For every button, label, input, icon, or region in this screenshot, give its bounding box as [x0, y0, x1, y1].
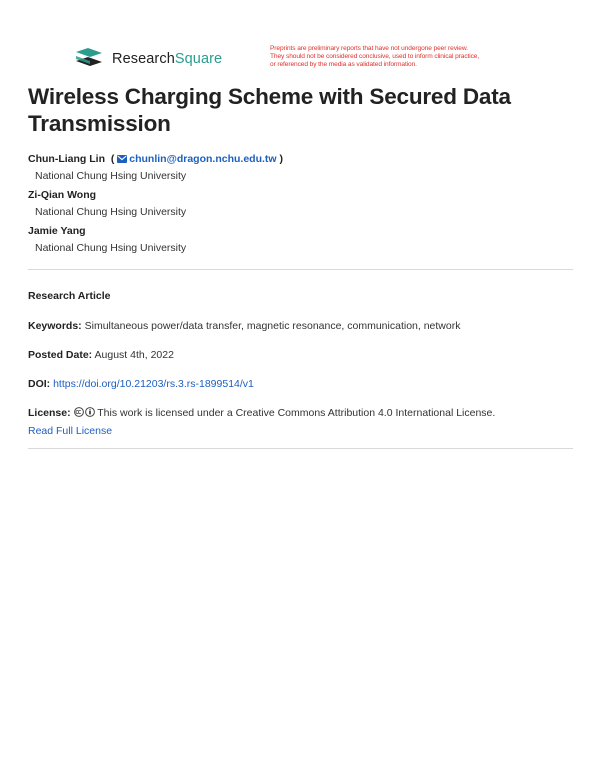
author-entry	[28, 153, 573, 183]
keywords-label: Keywords:	[28, 320, 82, 332]
email-open-paren: (	[107, 153, 118, 165]
license-link-line	[28, 425, 573, 438]
author-email-link[interactable]: chunlin@dragon.nchu.edu.tw	[129, 153, 277, 165]
article-type-label: Research Article	[28, 290, 111, 302]
keywords-value: Simultaneous power/data transfer, magnetic resonance, communication, network	[84, 320, 461, 332]
doi-link[interactable]: https://doi.org/10.21203/rs.3.rs-1899514/v1	[53, 378, 254, 390]
read-full-license-link[interactable]: Read Full License	[28, 425, 113, 437]
doi-line	[28, 378, 573, 391]
license-label: License:	[28, 407, 71, 419]
license-line	[28, 407, 573, 420]
logo-word-research: Research	[112, 50, 175, 67]
license-text: This work is licensed under a Creative Commons Attribution 4.0 International License.	[97, 407, 496, 419]
author-affiliation: National Chung Hsing University	[35, 206, 187, 218]
disclaimer-line: or referenced by the media as validated information.	[270, 61, 417, 68]
article-type	[28, 290, 573, 303]
author-name: Zi-Qian Wong	[28, 189, 97, 201]
posted-date-value: August 4th, 2022	[94, 349, 174, 361]
section-divider	[28, 269, 573, 270]
posted-date-label: Posted Date:	[28, 349, 93, 361]
attribution-icon	[85, 407, 95, 417]
author-list	[28, 153, 573, 256]
logo-wordmark	[112, 52, 222, 67]
logo-word-square: Square	[174, 50, 223, 67]
research-square-logo[interactable]	[74, 48, 222, 70]
keywords-line	[28, 320, 573, 333]
research-square-logo-icon	[74, 48, 104, 70]
posted-date-line	[28, 349, 573, 362]
author-entry	[28, 225, 573, 255]
creative-commons-icon	[74, 407, 84, 417]
author-name: Chun-Liang Lin	[28, 153, 105, 165]
author-name: Jamie Yang	[28, 225, 86, 237]
email-close-paren: )	[276, 153, 283, 165]
doi-label: DOI:	[28, 378, 51, 390]
section-divider	[28, 448, 573, 449]
envelope-icon	[117, 155, 127, 163]
author-affiliation: National Chung Hsing University	[35, 170, 187, 182]
author-entry	[28, 189, 573, 219]
preprint-disclaimer	[270, 45, 540, 69]
disclaimer-line: They should not be considered conclusive, used to inform clinical practice,	[270, 53, 480, 60]
disclaimer-line: Preprints are preliminary reports that have not undergone peer review.	[270, 45, 468, 52]
paper-title: Wireless Charging Scheme with Secured Data Transmission	[28, 84, 511, 136]
author-affiliation: National Chung Hsing University	[35, 242, 187, 254]
